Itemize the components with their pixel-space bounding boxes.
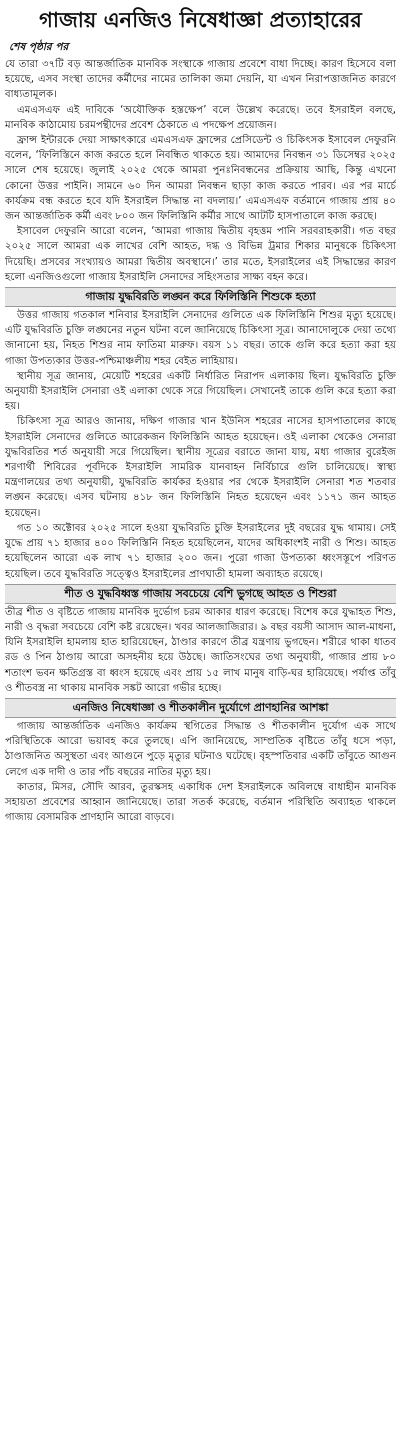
- body-paragraph: তীব্র শীত ও বৃষ্টিতে গাজায় মানবিক দুর্ভোগ চরম আকার ধারণ করেছে। বিশেষ করে যুদ্ধাহত শিশু, নারী ও বৃদ্ধরা সবচেয়ে বেশি কষ্ট রয়েছেন। খবর আলজাজিরার। ৯ বছর বয়সী আসাদ আল-মাধনা, যিনি ইসরাইলি হামলায় হাত হারিয়েছেন, ঠাণ্ডার কারণে তীব্র যন্ত্রণায় ভুগছেন। শরীরে থাকা ধাতব রড ও পিন ঠাণ্ডায় আরো অসহনীয় হয়ে উঠছে। জাতিসংঘের তথ্য অনুযায়ী, গাজার প্রায় ৮০ শতাংশ ভবন ক্ষতিগ্রস্ত বা ধ্বংস হয়েছে এবং প্রায় ১৫ লাখ মানুষ বাড়ি-ঘর হারিয়েছে। পর্যাপ্ত তাঁবু ও শীতবস্ত্র না থাকায় মানবিক সঙ্কট আরো গভীর হচ্ছে।: [5, 606, 396, 694]
- body-paragraph: কাতার, মিসর, সৌদি আরব, তুরস্কসহ একাধিক দেশ ইসরাইলকে অবিলম্বে বাধাহীন মানবিক সহায়তা প্রবেশের আহ্বান জানিয়েছে। তারা সতর্ক করেছে, বর্তমান পরিস্থিতি অব্যাহত থাকলে গাজায় বেসামরিক প্রাণহানি আরো বাড়বে।: [5, 781, 396, 824]
- body-paragraph: গাজায় আন্তর্জাতিক এনজিও কার্যক্রম স্থগিতের সিদ্ধান্ত ও শীতকালীন দুর্যোগ এক সাথে পরিস্থিতিকে আরো ভয়াবহ করে তুলছে। এপি জানিয়েছে, সাম্প্রতিক বৃষ্টিতে তাঁবু ধসে পড়া, ঠাণ্ডাজনিত অসুস্থতা এবং আগুনে পুড়ে মৃত্যুর ঘটনাও ঘটেছে। বৃহস্পতিবার একটি তাঁবুতে আগুন লেগে এক দাদী ও তার পাঁচ বছরের নাতির মৃত্যু হয়।: [5, 720, 396, 778]
- subheading: গাজায় যুদ্ধবিরতি লঙ্ঘন করে ফিলিস্তিনি শিশুকে হত্যা: [5, 287, 396, 307]
- body-paragraph: স্থানীয় সূত্র জানায়, মেয়েটি শহরের একটি নির্ধারিত নিরাপদ এলাকায় ছিল। যুদ্ধবিরতি চুক্তি অনুযায়ী ইসরাইলি সেনারা ওই এলাকা থেকে সরে গিয়েছিল। সেখানেই তাকে গুলি করে হত্যা করা হয়।: [5, 370, 396, 413]
- body-paragraph: চিকিৎসা সূত্র আরও জানায়, দক্ষিণ গাজার খান ইউনিস শহরের নাসের হাসপাতালের কাছে ইসরাইলি সেনাদের গুলিতে আরেকজন ফিলিস্তিনি আহত হয়েছেন। ওই এলাকা থেকেও সেনারা যুদ্ধবিরতির শর্ত অনুযায়ী সরে গিয়েছিল। স্থানীয় সূত্রের বরাতে জানা যায়, মধ্য গাজার বুরেইজ শরণার্থী শিবিরের পূর্বদিকে ইসরাইলি সামরিক যানবাহন নির্বিচারে গুলি চালিয়েছে। স্বাস্থ্য মন্ত্রণালয়ের তথ্য অনুযায়ী, যুদ্ধবিরতি কার্যকর হওয়ার পর থেকে ইসরাইলি সেনারা শত শতবার লঙ্ঘন করেছে। এসব ঘটনায় ৪১৮ জন ফিলিস্তিনি নিহত হয়েছেন এবং ১১৭১ জন আহত হয়েছেন।: [5, 416, 396, 519]
- headline: গাজায় এনজিও নিষেধাজ্ঞা প্রত্যাহারের: [39, 8, 362, 32]
- body-paragraph: ফ্রান্স ইন্টারকে দেয়া সাক্ষাৎকারে এমএসএফ ফ্রান্সের প্রেসিডেন্ট ও চিকিৎসক ইসাবেল দেফুরনি বলেন, ‘ফিলিস্তিনে কাজ করতে হলে নিবন্ধিত থাকতে হয়। আমাদের নিবন্ধন ৩১ ডিসেম্বর ২০২৫ সালে শেষ হয়েছে। জুলাই ২০২৫ থেকে আমরা পুনঃনিবন্ধনের প্রক্রিয়ায় আছি, কিন্তু এখনো কোনো উত্তর পাইনি। সামনে ৬০ দিন আমরা নিবন্ধন ছাড়া কাজ করতে পারব। এর পর মার্চে কার্যক্রম বন্ধ করতে হবে যদি ইসরাইল সিদ্ধান্ত না বদলায়।’ এমএসএফ বর্তমানে গাজায় প্রায় ৪০ জন আন্তর্জাতিক কর্মী এবং ৮০০ জন ফিলিস্তিনি কর্মীর সাথে আটটি হাসপাতালে কাজ করছে।: [5, 135, 396, 223]
- body-paragraph: গত ১০ অক্টোবর ২০২৫ সালে হওয়া যুদ্ধবিরতি চুক্তি ইসরাইলের দুই বছরের যুদ্ধ থামায়। সেই যুদ্ধে প্রায় ৭১ হাজার ৪০০ ফিলিস্তিনি নিহত হয়েছিলেন, যাদের অধিকাংশই নারী ও শিশু। আহত হয়েছিলেন আরো এক লাখ ৭১ হাজার ২০০ জন। পুরো গাজা উপত্যকা ধ্বংসস্তূপে পরিণত হয়েছিল। তবে যুদ্ধবিরতি সত্ত্বেও ইসরাইলের প্রাণঘাতী হামলা অব্যাহত রয়েছে।: [5, 522, 396, 580]
- body-paragraph: এমএসএফ এই দাবিকে ‘অযৌক্তিক হস্তক্ষেপ’ বলে উল্লেখ করেছে। তবে ইসরাইল বলছে, মানবিক কাঠামোয় চরমপন্থীদের প্রবেশ ঠেকাতে এ পদক্ষেপ প্রয়োজন।: [5, 104, 396, 131]
- continued-label: শেষ পৃষ্ঠার পর: [9, 41, 69, 53]
- body-paragraph: যে তারা ৩৭টি বড় আন্তর্জাতিক মানবিক সংস্থাকে গাজায় প্রবেশে বাধা দিচ্ছে। কারণ হিসেবে বলা হয়েছে, এসব সংস্থা তাদের কর্মীদের নামের তালিকা জমা দেয়নি, যা এখন নিরাপত্তাজনিত কারণে বাধ্যতামূলক।: [5, 59, 396, 101]
- body-paragraph: ইসাবেল দেফুরনি আরো বলেন, ‘আমরা গাজায় দ্বিতীয় বৃহত্তম পানি সরবরাহকারী। গত বছর ২০২৫ সালে আমরা এক লাখের বেশি আহত, দগ্ধ ও বিভিন্ন ট্রমার শিকার মানুষকে চিকিৎসা দিয়েছি। প্রসবের সংখ্যায়ও আমরা দ্বিতীয় অবস্থানে।’ তার মতে, ইসরাইলের এই সিদ্ধান্তের কারণ হলো এনজিওগুলো গাজায় ইসরাইলি সেনাদের সহিংসতার সাক্ষ্য বহন করে।: [5, 226, 396, 283]
- subheading: এনজিও নিষেধাজ্ঞা ও শীতকালীন দুর্যোগে প্রাণহানির আশঙ্কা: [5, 698, 396, 718]
- subheading: শীত ও যুদ্ধবিধ্বস্ত গাজায় সবচেয়ে বেশি ভুগছে আহত ও শিশুরা: [5, 584, 396, 604]
- body-paragraph: উত্তর গাজায় গতকাল শনিবার ইসরাইলি সেনাদের গুলিতে এক ফিলিস্তিনি শিশুর মৃত্যু হয়েছে। এটি যুদ্ধবিরতি চুক্তি লঙ্ঘনের নতুন ঘটনা বলে জানিয়েছে চিকিৎসা সূত্র। আনাদোলুকে দেয়া তথ্যে জানানো হয়, নিহত শিশুর নাম ফাতিমা মারুফ। বয়স ১১ বছর। তাকে গুলি করে হত্যা করা হয় গাজা উপত্যকার উত্তর-পশ্চিমাঞ্চলীয় শহর বেইত লাহিয়ায়।: [5, 310, 396, 367]
